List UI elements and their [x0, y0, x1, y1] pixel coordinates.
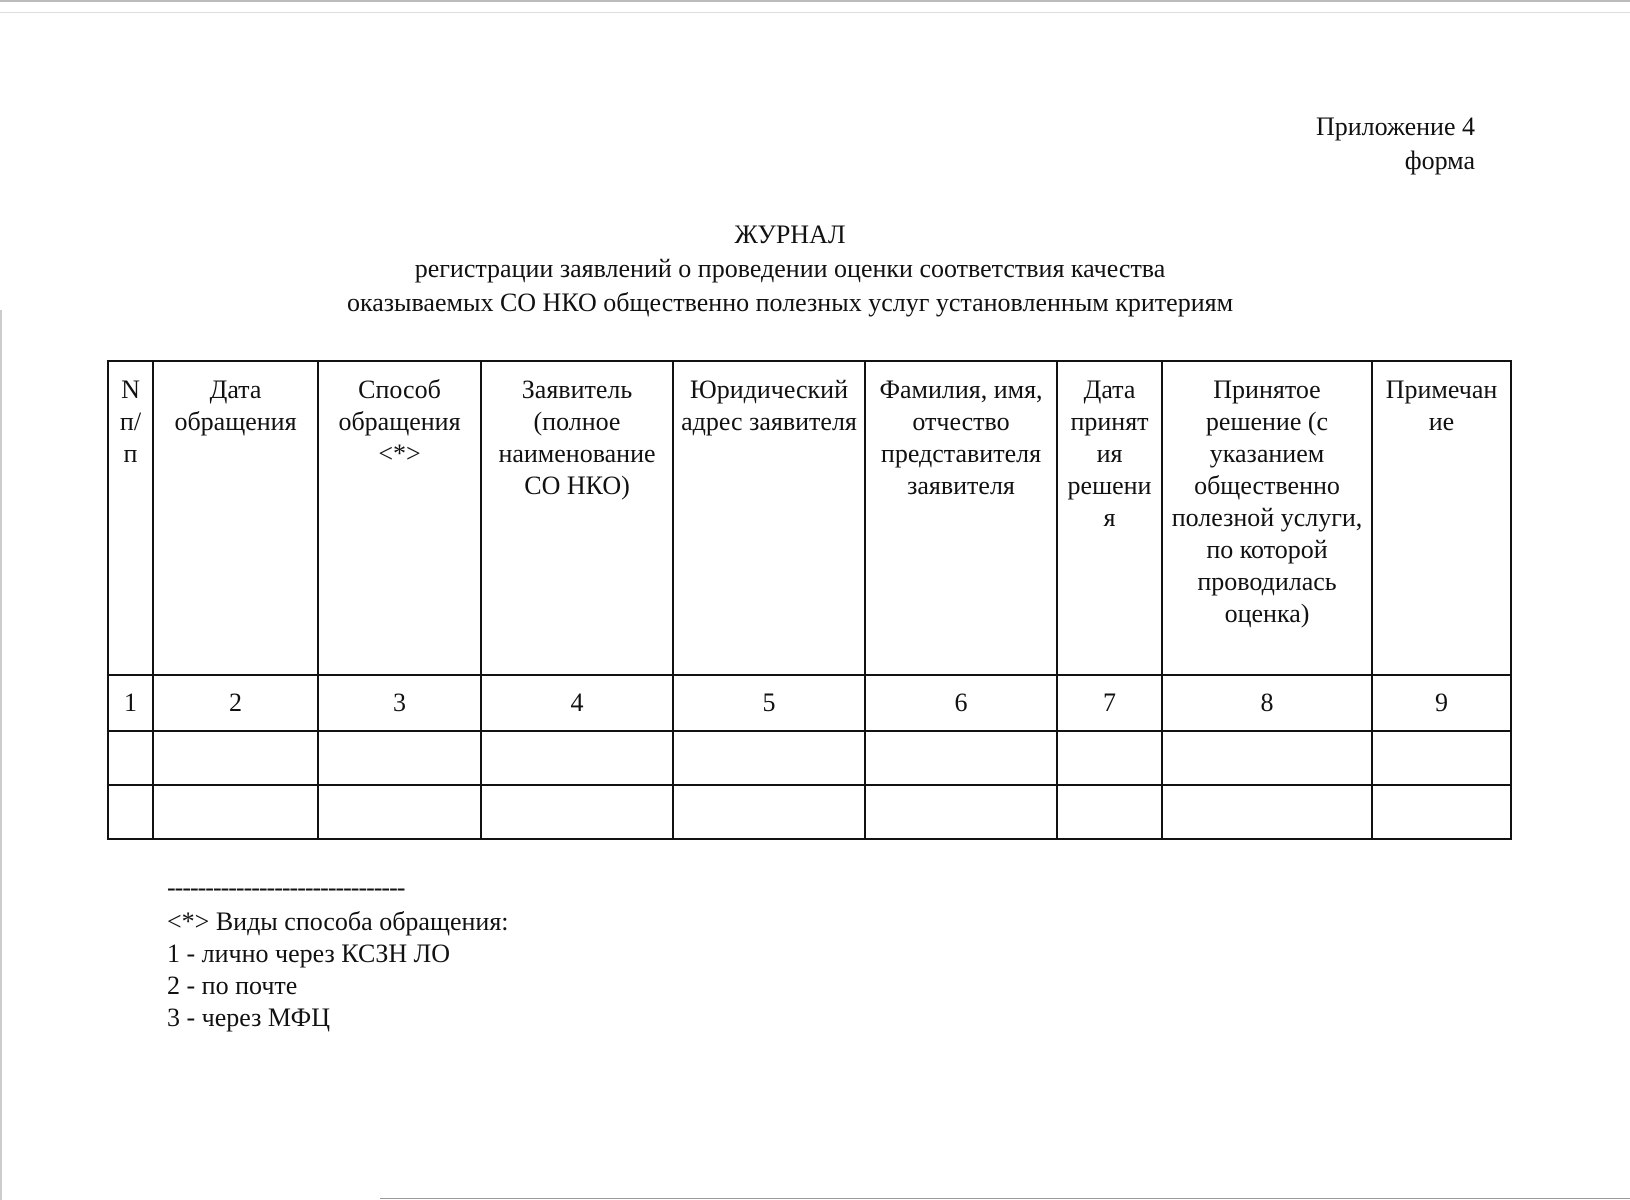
footnote-item: 3 - через МФЦ [167, 1003, 330, 1032]
table-cell [865, 785, 1057, 839]
document-title [0, 218, 1580, 320]
column-number: 7 [1057, 675, 1162, 731]
table-cell [1162, 785, 1372, 839]
form-label: форма [1404, 146, 1475, 175]
table-cell [153, 731, 318, 785]
table-cell [1372, 785, 1511, 839]
column-header: Юридический адрес заявителя [673, 361, 865, 675]
column-number: 5 [673, 675, 865, 731]
footnote-item: 1 - лично через КСЗН ЛО [167, 939, 451, 968]
column-header: Дата обращения [153, 361, 318, 675]
table-number-row [108, 675, 1511, 731]
column-header: Примечан ие [1372, 361, 1511, 675]
column-header: Заявитель (полное наименование СО НКО) [481, 361, 673, 675]
footnote-separator: ------------------------------- [167, 873, 405, 902]
column-number: 6 [865, 675, 1057, 731]
column-number: 4 [481, 675, 673, 731]
table-header-row [108, 361, 1511, 675]
table-cell [1057, 785, 1162, 839]
column-header: Принятое решение (с указанием общественно полезной услуги, по которой проводилась оценка) [1162, 361, 1372, 675]
table-cell [1162, 731, 1372, 785]
scan-border-top-inner [0, 12, 1630, 13]
column-number: 8 [1162, 675, 1372, 731]
column-number: 3 [318, 675, 481, 731]
footnote [167, 872, 509, 1034]
table-cell [108, 731, 153, 785]
title-line-2: оказываемых СО НКО общественно полезных услуг установленным критериям [346, 288, 1234, 317]
scan-border-left [0, 310, 2, 1200]
footnote-heading: <*> Виды способа обращения: [167, 907, 509, 936]
table-cell [481, 785, 673, 839]
table-cell [673, 785, 865, 839]
table-cell [1057, 731, 1162, 785]
journal-table [107, 360, 1512, 840]
table-cell [865, 731, 1057, 785]
table-row [108, 731, 1511, 785]
table-cell [318, 785, 481, 839]
scan-border-top [0, 0, 1630, 2]
table-cell [673, 731, 865, 785]
table-cell [481, 731, 673, 785]
table-cell [108, 785, 153, 839]
table-cell [318, 731, 481, 785]
appendix-header [1316, 110, 1475, 178]
column-number: 1 [108, 675, 153, 731]
scan-border-bottom [380, 1198, 1630, 1199]
appendix-number: Приложение 4 [1315, 112, 1475, 141]
column-header: Фамилия, имя, отчество представителя заявителя [865, 361, 1057, 675]
title-line-1: регистрации заявлений о проведении оценки соответствия качества [414, 254, 1166, 283]
table-cell [153, 785, 318, 839]
footnote-item: 2 - по почте [167, 971, 298, 1000]
column-number: 9 [1372, 675, 1511, 731]
table-cell [1372, 731, 1511, 785]
column-number: 2 [153, 675, 318, 731]
title-heading: ЖУРНАЛ [734, 220, 846, 249]
table-row [108, 785, 1511, 839]
column-header: Дата принят ия решени я [1057, 361, 1162, 675]
column-header: Способ обращения <*> [318, 361, 481, 675]
column-header: N п/ п [108, 361, 153, 675]
